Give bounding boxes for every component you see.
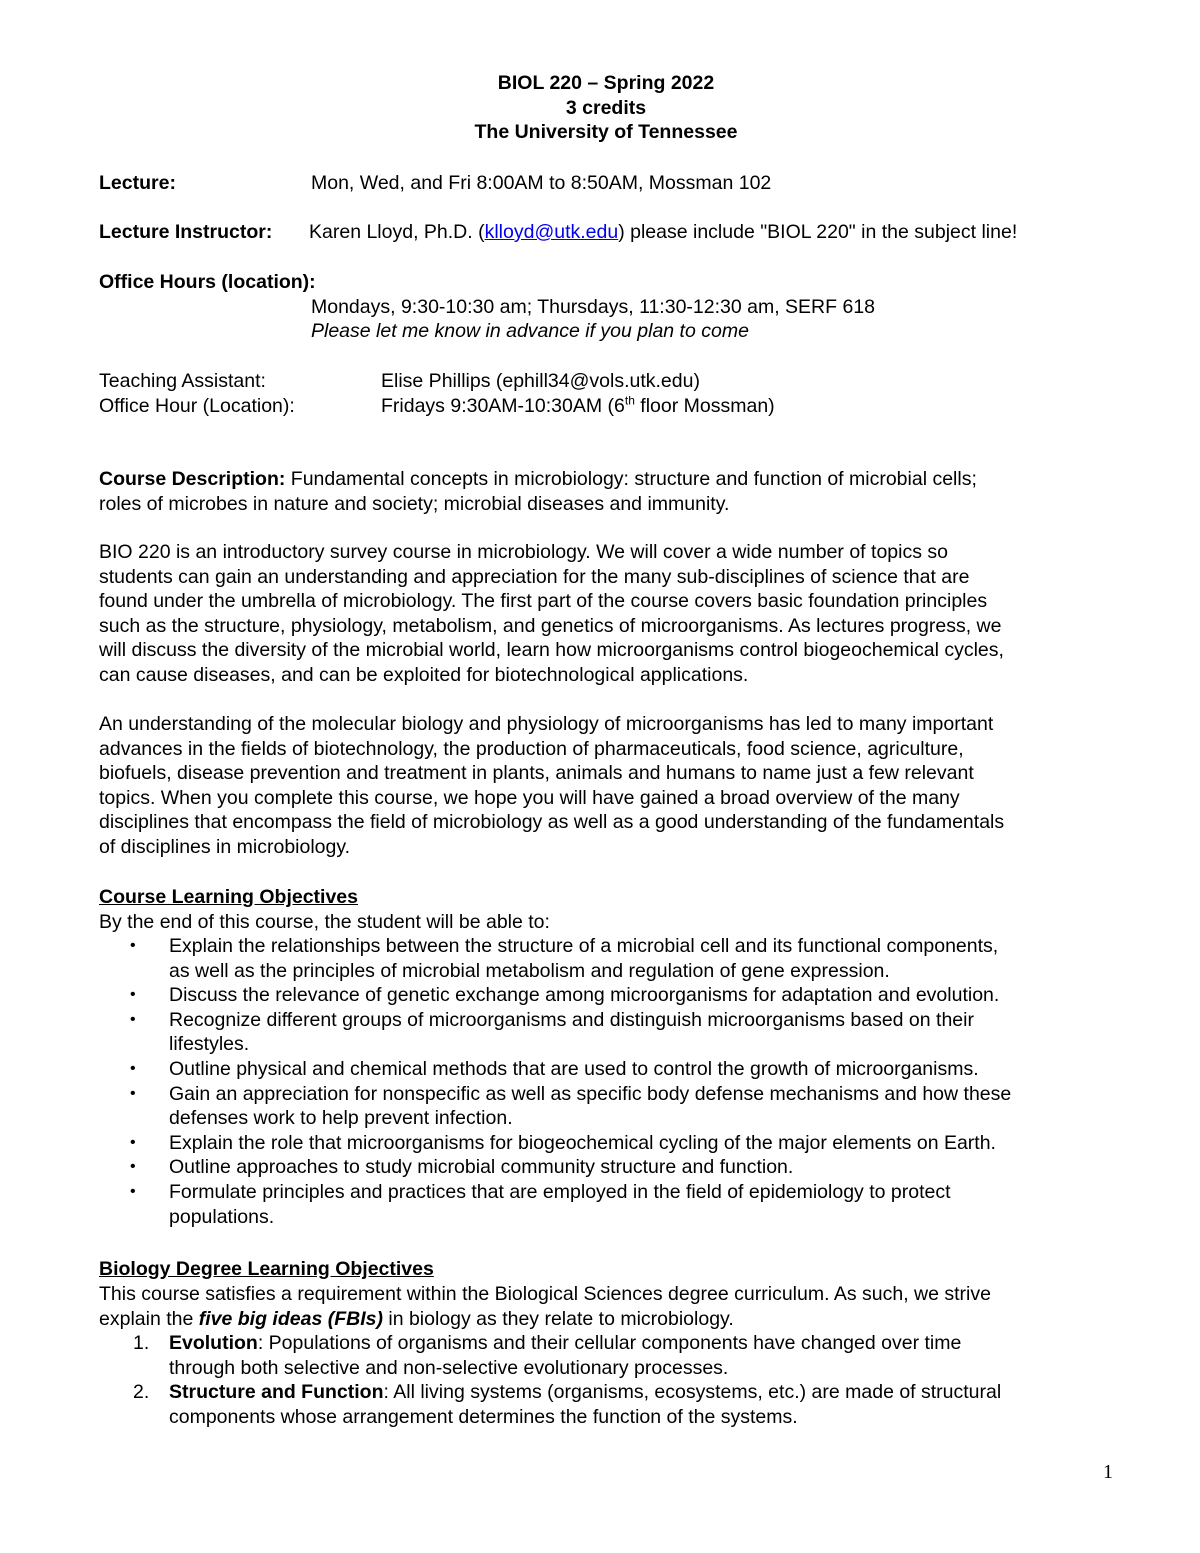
bullet-icon: •: [130, 1059, 136, 1077]
learning-objectives-list: [99, 934, 1109, 1229]
page-number: 1: [1103, 1461, 1113, 1483]
list-item: [99, 1180, 1109, 1229]
instructor-line: [309, 220, 1017, 245]
list-item-line: populations.: [169, 1205, 275, 1228]
list-item: [99, 983, 1109, 1008]
list-item-line: Gain an appreciation for nonspecific as well as specific body defense mechanisms and how these: [169, 1082, 1012, 1105]
intro-line: such as the structure, physiology, metabolism, and genetics of microorganisms. As lectures progress, we: [99, 614, 1002, 637]
degree-intro-line1: This course satisfies a requirement within the Biological Sciences degree curriculum. As such, we strive: [99, 1283, 991, 1305]
ta-office-value-sup: th: [624, 393, 635, 408]
list-item-line: Outline approaches to study microbial community structure and function.: [169, 1156, 794, 1179]
bullet-icon: •: [130, 1158, 136, 1176]
list-item: [99, 1057, 1109, 1082]
list-item: [99, 1131, 1109, 1156]
bullet-icon: •: [130, 1010, 136, 1028]
list-item-line: Recognize different groups of microorganisms and distinguish microorganisms based on their: [169, 1008, 974, 1031]
instructor-label: Lecture Instructor:: [99, 221, 273, 243]
bullet-icon: •: [130, 937, 136, 954]
list-number: 1.: [133, 1332, 150, 1354]
degree-intro-emphasis: five big ideas (FBIs): [198, 1307, 383, 1330]
understanding-line: An understanding of the molecular biology and physiology of microorganisms has led to many important: [99, 713, 994, 735]
bullet-icon: •: [130, 986, 136, 1004]
learning-objectives-intro: By the end of this course, the student will be able to:: [99, 911, 550, 933]
degree-objectives-heading: Biology Degree Learning Objectives: [99, 1258, 434, 1280]
degree-intro-line2: [99, 1307, 1109, 1332]
intro-line: BIO 220 is an introductory survey course in microbiology. We will cover a wide number of topics so: [99, 541, 948, 563]
course-description-label: Course Description:: [99, 468, 286, 490]
degree-objectives-intro: [99, 1282, 1109, 1331]
lecture-label: Lecture:: [99, 172, 176, 194]
learning-objectives-heading: Course Learning Objectives: [99, 886, 358, 908]
course-description: [99, 467, 1109, 516]
instructor-note: ) please include "BIOL 220" in the subject line!: [618, 221, 1018, 243]
list-item-line: : Populations of organisms and their cellular components have changed over time: [257, 1332, 962, 1354]
ta-value: Elise Phillips (ephill34@vols.utk.edu): [381, 370, 700, 392]
understanding-line: topics. When you complete this course, we hope you will have gained a broad overview of the many: [99, 786, 960, 809]
lecture-value: Mon, Wed, and Fri 8:00AM to 8:50AM, Mossman 102: [311, 172, 772, 194]
list-item: [99, 934, 1109, 983]
list-item-line: Formulate principles and practices that are employed in the field of epidemiology to protect: [169, 1180, 951, 1203]
list-number: 2.: [133, 1381, 150, 1404]
ta-office-value-post: floor Mossman): [634, 395, 775, 417]
intro-line: can cause diseases, and can be exploited for biotechnological applications.: [99, 663, 749, 686]
course-description-line1: Fundamental concepts in microbiology: structure and function of microbial cells;: [285, 468, 977, 490]
course-description-line2: roles of microbes in nature and society; microbial diseases and immunity.: [99, 492, 730, 515]
list-item-line: defenses work to help prevent infection.: [169, 1107, 513, 1130]
list-item-line: Explain the relationships between the structure of a microbial cell and its functional components,: [169, 935, 999, 957]
understanding-paragraph: [99, 712, 1109, 860]
list-item-line: components whose arrangement determines the function of the systems.: [169, 1405, 798, 1428]
office-hours-label: Office Hours (location):: [99, 271, 316, 293]
instructor-name: Karen Lloyd, Ph.D. (: [309, 221, 485, 243]
understanding-line: biofuels, disease prevention and treatment in plants, animals and humans to name just a few relevant: [99, 762, 974, 785]
list-item: [99, 1082, 1109, 1131]
list-item-line: : All living systems (organisms, ecosystems, etc.) are made of structural: [383, 1381, 1002, 1404]
office-hours-times: Mondays, 9:30-10:30 am; Thursdays, 11:30-12:30 am, SERF 618: [311, 296, 876, 318]
list-item: [99, 1008, 1109, 1057]
bullet-icon: •: [130, 1182, 136, 1200]
list-item-line: through both selective and non-selective evolutionary processes.: [169, 1356, 729, 1379]
list-item: [99, 1331, 1109, 1380]
ta-office-value-pre: Fridays 9:30AM-10:30AM (6: [381, 395, 625, 417]
list-term: Structure and Function: [169, 1381, 384, 1404]
university-name: The University of Tennessee: [474, 121, 738, 143]
ta-office-value: [381, 394, 775, 419]
understanding-line: of disciplines in microbiology.: [99, 835, 351, 858]
office-hours-note: Please let me know in advance if you plan to come: [311, 320, 749, 342]
intro-paragraph: [99, 540, 1109, 688]
degree-intro-post: in biology as they relate to microbiology.: [382, 1307, 734, 1330]
list-item-line: lifestyles.: [169, 1033, 250, 1056]
understanding-line: advances in the fields of biotechnology, the production of pharmaceuticals, food science, agriculture,: [99, 737, 964, 760]
intro-line: found under the umbrella of microbiology. The first part of the course covers basic foundation principles: [99, 590, 988, 613]
list-item-line: Discuss the relevance of genetic exchange among microorganisms for adaptation and evolution.: [169, 984, 1000, 1007]
bullet-icon: •: [130, 1084, 136, 1102]
bullet-icon: •: [130, 1133, 136, 1151]
degree-intro-pre: explain the: [99, 1307, 199, 1330]
ta-office-label: Office Hour (Location):: [99, 395, 295, 417]
intro-line: students can gain an understanding and appreciation for the many sub-disciplines of science that are: [99, 565, 970, 588]
understanding-line: disciplines that encompass the field of microbiology as well as a good understanding of the fundamentals: [99, 811, 1005, 834]
list-item-line: Outline physical and chemical methods that are used to control the growth of microorganisms.: [169, 1057, 979, 1080]
list-item: [99, 1155, 1109, 1180]
intro-line: will discuss the diversity of the microbial world, learn how microorganisms control biogeochemical cycles,: [99, 639, 1004, 662]
ta-label: Teaching Assistant:: [99, 370, 266, 392]
list-item-line: Explain the role that microorganisms for biogeochemical cycling of the major elements on Earth.: [169, 1131, 996, 1154]
list-item-line: as well as the principles of microbial metabolism and regulation of gene expression.: [169, 959, 890, 982]
degree-objectives-list: [99, 1331, 1109, 1429]
course-title: BIOL 220 – Spring 2022: [497, 72, 715, 94]
list-term: Evolution: [169, 1332, 258, 1354]
instructor-email-link[interactable]: klloyd@utk.edu: [484, 221, 619, 243]
course-credits: 3 credits: [565, 97, 647, 119]
list-item: [99, 1380, 1109, 1429]
